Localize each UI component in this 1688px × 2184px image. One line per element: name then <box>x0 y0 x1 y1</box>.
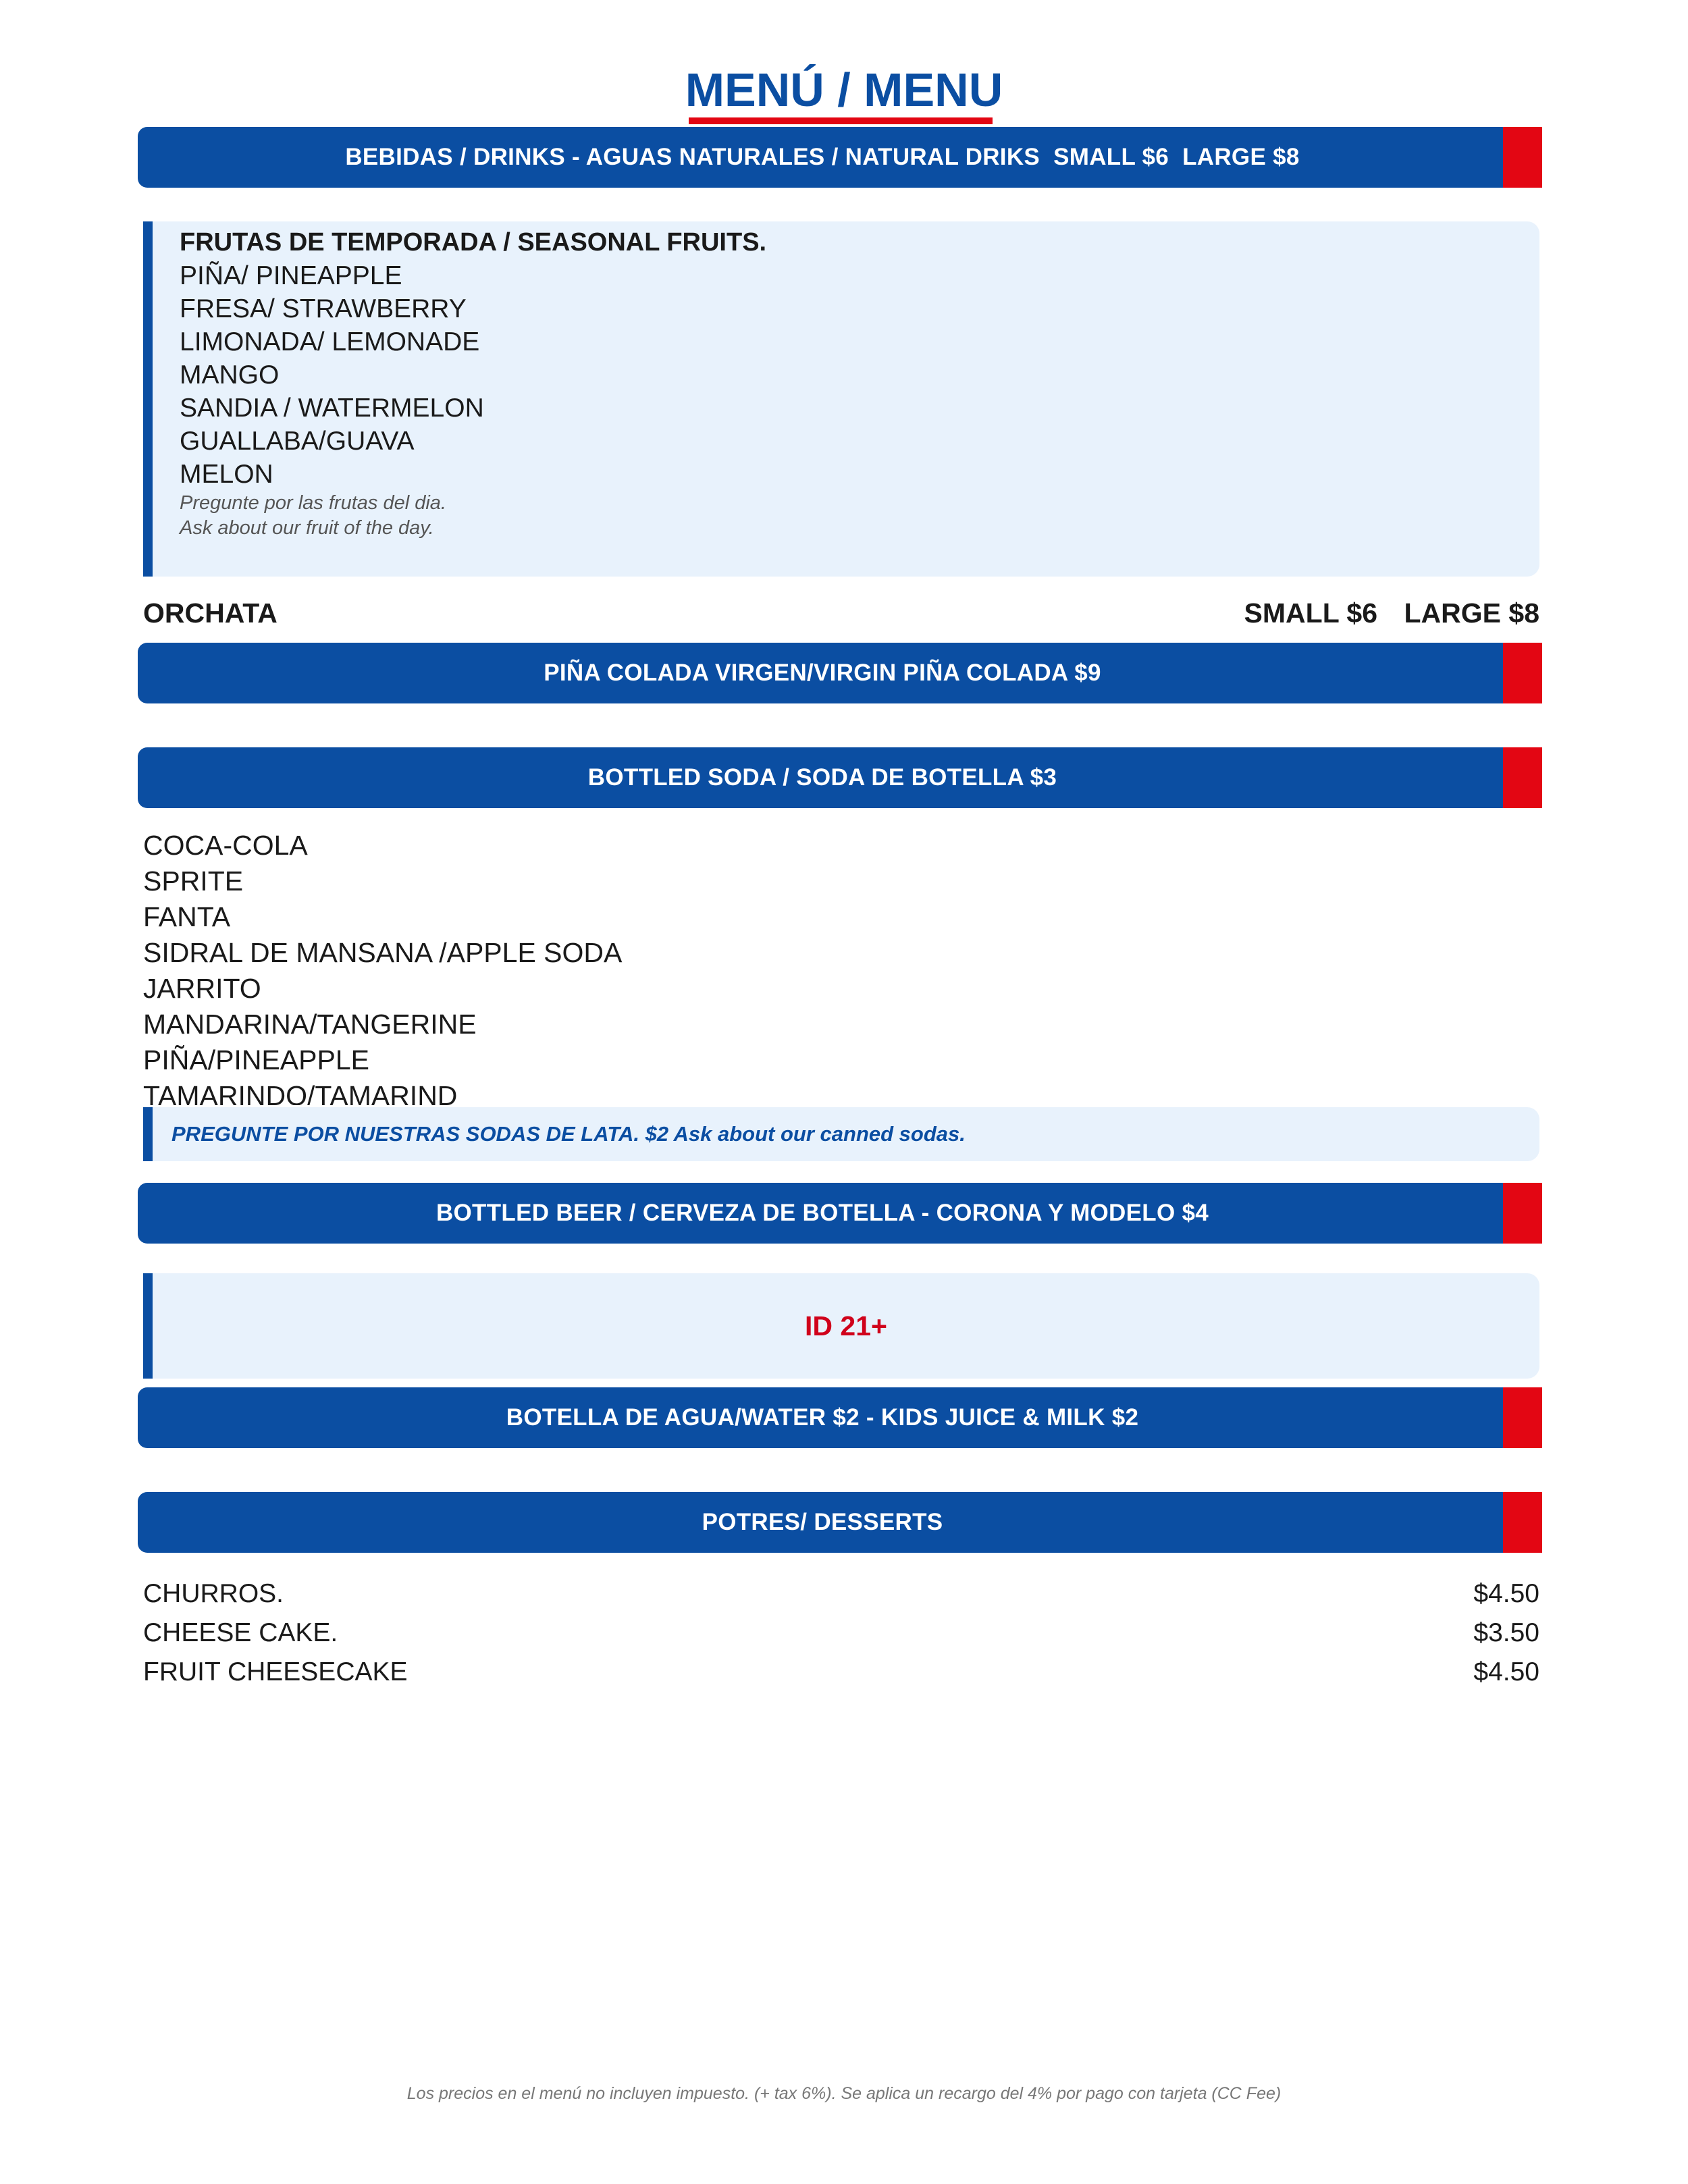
canned-soda-note: PREGUNTE POR NUESTRAS SODAS DE LATA. $2 Ask about our canned sodas. <box>143 1107 1539 1161</box>
band-accent <box>1503 747 1542 808</box>
pina-colada-label: PIÑA COLADA VIRGEN/VIRGIN PIÑA COLADA $9 <box>544 660 1101 686</box>
soda-header-band <box>138 747 1542 808</box>
soda-item: MANDARINA/TANGERINE <box>143 1009 477 1040</box>
band-accent <box>1503 1183 1542 1244</box>
drinks-header-label: BEBIDAS / DRINKS - AGUAS NATURALES / NATURAL DRIKS SMALL $6 LARGE $8 <box>345 144 1300 170</box>
dessert-price: $3.50 <box>1473 1618 1539 1647</box>
id-notice-panel <box>143 1273 1539 1379</box>
fruits-heading: FRUTAS DE TEMPORADA / SEASONAL FRUITS. <box>180 228 767 257</box>
fruit-item: FRESA/ STRAWBERRY <box>180 294 467 323</box>
soda-item: FANTA <box>143 901 231 932</box>
orchata-name: ORCHATA <box>143 597 278 629</box>
dessert-name: CHURROS. <box>143 1579 284 1608</box>
desserts-header-band <box>138 1492 1542 1553</box>
seasonal-fruits-panel <box>143 221 1539 577</box>
dessert-row <box>143 1574 1539 1614</box>
page-title: MENÚ / MENU <box>685 63 1003 116</box>
fruit-note-spanish: Pregunte por las frutas del dia. <box>180 492 446 514</box>
fruit-note-english: Ask about our fruit of the day. <box>180 517 434 539</box>
water-header-band <box>138 1387 1542 1448</box>
footer-tax-note: Los precios en el menú no incluyen impuesto. (+ tax 6%). Se aplica un recargo del 4% por pago con tarjeta (CC Fee) <box>406 2084 1282 2103</box>
dessert-price: $4.50 <box>1473 1657 1539 1686</box>
dessert-row <box>143 1614 1539 1653</box>
id-notice: ID 21+ <box>805 1310 887 1341</box>
desserts-header-label: POTRES/ DESSERTS <box>702 1509 943 1535</box>
orchata-row <box>143 593 1539 633</box>
beer-header-label: BOTTLED BEER / CERVEZA DE BOTELLA - CORONA Y MODELO $4 <box>436 1200 1209 1226</box>
drinks-header-band <box>138 127 1542 188</box>
soda-item: PIÑA/PINEAPPLE <box>143 1044 369 1075</box>
band-accent <box>1503 127 1542 188</box>
soda-item: COCA-COLA <box>143 830 308 861</box>
dessert-name: FRUIT CHEESECAKE <box>143 1657 408 1686</box>
fruit-item: PIÑA/ PINEAPPLE <box>180 261 402 290</box>
band-accent <box>1503 1387 1542 1448</box>
water-header-label: BOTELLA DE AGUA/WATER $2 - KIDS JUICE & MILK $2 <box>506 1404 1139 1431</box>
soda-item: SPRITE <box>143 865 244 897</box>
fruit-item: LIMONADA/ LEMONADE <box>180 327 480 356</box>
title-underline <box>689 117 993 124</box>
fruit-item: MELON <box>180 460 273 489</box>
soda-item: TAMARINDO/TAMARIND <box>143 1080 458 1105</box>
dessert-name: CHEESE CAKE. <box>143 1618 338 1647</box>
soda-list <box>143 828 953 1105</box>
dessert-price: $4.50 <box>1473 1579 1539 1608</box>
pina-colada-band <box>138 643 1542 703</box>
band-accent <box>1503 1492 1542 1553</box>
band-accent <box>1503 643 1542 703</box>
fruit-item: GUALLABA/GUAVA <box>180 427 415 456</box>
fruit-item: SANDIA / WATERMELON <box>180 394 484 423</box>
orchata-large-price: LARGE $8 <box>1404 597 1539 629</box>
soda-item: SIDRAL DE MANSANA /APPLE SODA <box>143 937 623 968</box>
soda-header-label: BOTTLED SODA / SODA DE BOTELLA $3 <box>587 764 1057 791</box>
dessert-row <box>143 1653 1539 1692</box>
fruit-item: MANGO <box>180 361 280 390</box>
soda-item: JARRITO <box>143 973 261 1004</box>
beer-header-band <box>138 1183 1542 1244</box>
orchata-small-price: SMALL $6 <box>1244 597 1377 629</box>
